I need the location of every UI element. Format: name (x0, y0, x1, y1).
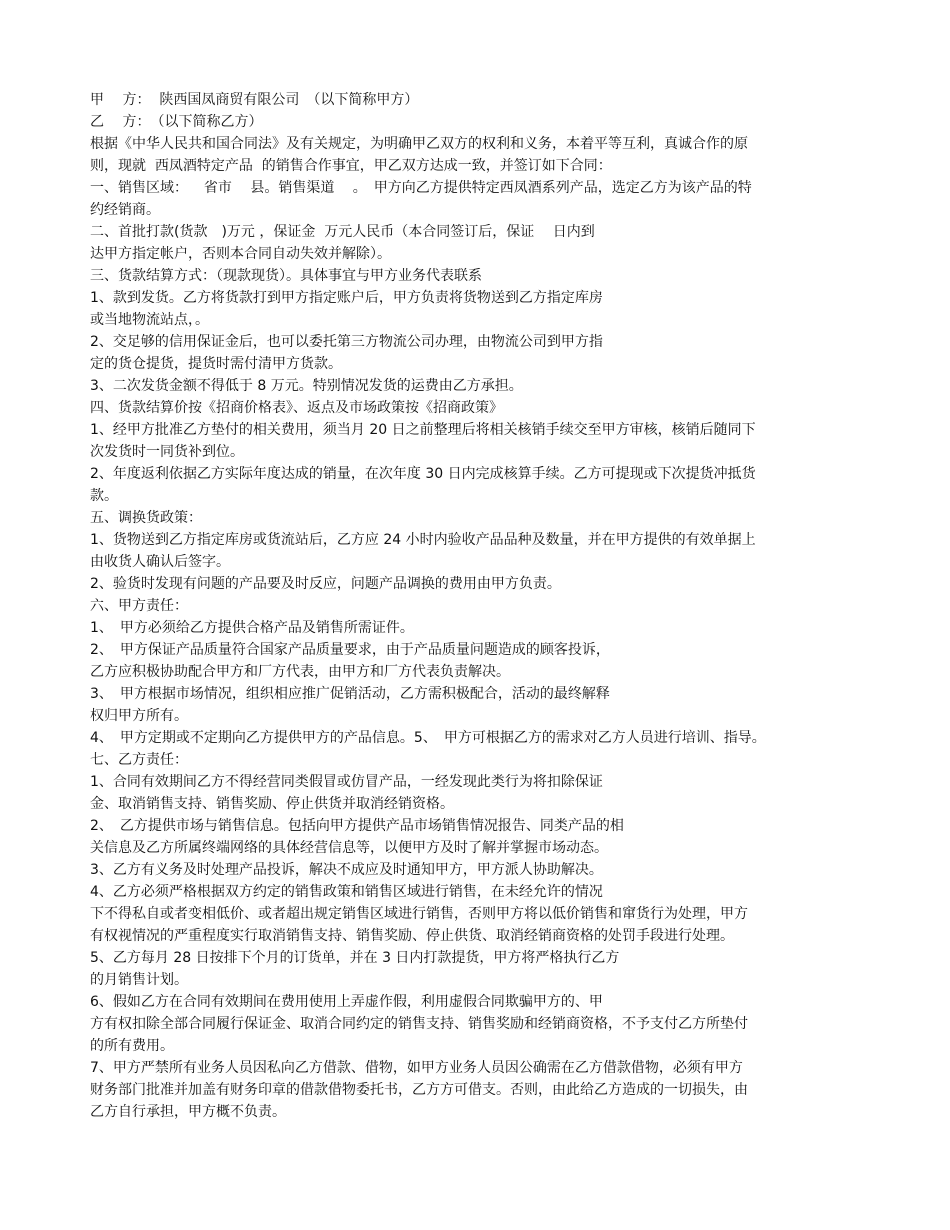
section-4-heading: 四、货款结算价按《招商价格表》、返点及市场政策按《招商政策》 (90, 400, 503, 416)
section-6-heading: 六、甲方责任： (90, 598, 188, 614)
clause-line: 次发货时一同货补到位。 (90, 444, 244, 460)
clause-line: 7、甲方严禁所有业务人员因私向乙方借款、借物，如甲方业务人员因公确需在乙方借款借物，必须有甲方 (90, 1060, 743, 1076)
clause-line: 权归甲方所有。 (90, 708, 188, 724)
clause-line: 定的货仓提货，提货时需付清甲方货款。 (90, 356, 342, 372)
clause-line: 关信息及乙方所属终端网络的具体经营信息等，以便甲方及时了解并掌握市场动态。 (90, 840, 608, 856)
clause-line: 2、验货时发现有问题的产品要及时反应，问题产品调换的费用由甲方负责。 (90, 576, 561, 592)
clause-line: 5、乙方每月 28 日按排下个月的订货单，并在 3 日内打款提货，甲方将严格执行乙方 (90, 950, 620, 966)
clause-line: 2、 甲方保证产品质量符合国家产品质量要求，由于产品质量问题造成的顾客投诉， (90, 642, 610, 658)
clause-line: 1、合同有效期间乙方不得经营同类假冒或仿冒产品，一经发现此类行为将扣除保证 (90, 774, 603, 790)
paragraph-line: 约经销商。 (90, 202, 160, 218)
paragraph-line: 达甲方指定帐户，否则本合同自动失效并解除）。 (90, 246, 391, 262)
clause-line: 款。 (90, 488, 118, 504)
clause-line: 4、 甲方定期或不定期向乙方提供甲方的产品信息。5、 甲方可根据乙方的需求对乙方人员进行培训、指导。 (90, 730, 766, 746)
section-1-heading: 一、销售区域： 省市 县。销售渠道 。 甲方向乙方提供特定西凤酒系列产品，选定乙方为该产品的特 (90, 180, 752, 196)
clause-line: 由收货人确认后签字。 (90, 554, 230, 570)
clause-line: 方有权扣除全部合同履行保证金、取消合同约定的销售支持、销售奖励和经销商资格，不予支付乙方所垫付 (90, 1016, 748, 1032)
clause-line: 金、取消销售支持、销售奖励、停止供货并取消经销资格。 (90, 796, 454, 812)
clause-line: 1、款到发货。乙方将货款打到甲方指定账户后，甲方负责将货物送到乙方指定库房 (90, 290, 603, 306)
clause-line: 6、假如乙方在合同有效期间在费用使用上弄虚作假，利用虚假合同欺骗甲方的、甲 (90, 994, 603, 1010)
party-a-line: 甲 方： 陕西国凤商贸有限公司 （以下简称甲方） (90, 92, 419, 108)
clause-line: 1、货物送到乙方指定库房或货流站后，乙方应 24 小时内验收产品品种及数量，并在甲方提供的有效单据上 (90, 532, 756, 548)
clause-line: 3、乙方有义务及时处理产品投诉，解决不成应及时通知甲方，甲方派人协助解决。 (90, 862, 603, 878)
clause-line: 1、 甲方必须给乙方提供合格产品及销售所需证件。 (90, 620, 414, 636)
section-2-heading: 二、首批打款(货款 )万元 ，保证金 万元人民币（本合同签订后，保证 日内到 (90, 224, 595, 240)
section-3-heading: 三、货款结算方式：（现款现货）。具体事宜与甲方业务代表联系 (90, 268, 482, 284)
section-7-heading: 七、乙方责任： (90, 752, 188, 768)
clause-line: 1、经甲方批准乙方垫付的相关费用，须当月 20 日之前整理后将相关核销手续交至甲方审核，核销后随同下 (90, 422, 756, 438)
clause-line: 3、 甲方根据市场情况，组织相应推广促销活动，乙方需积极配合，活动的最终解释 (90, 686, 610, 702)
clause-line: 的月销售计划。 (90, 972, 188, 988)
clause-line: 乙方应积极协助配合甲方和厂方代表，由甲方和厂方代表负责解决。 (90, 664, 510, 680)
clause-line: 的所有费用。 (90, 1038, 174, 1054)
preamble-line: 根据《中华人民共和国合同法》及有关规定，为明确甲乙双方的权利和义务，本着平等互利，真诚合作的原 (90, 136, 748, 152)
clause-line: 2、 乙方提供市场与销售信息。包括向甲方提供产品市场销售情况报告、同类产品的相 (90, 818, 624, 834)
clause-line: 2、交足够的信用保证金后，也可以委托第三方物流公司办理，由物流公司到甲方指 (90, 334, 603, 350)
clause-line: 财务部门批准并加盖有财务印章的借款借物委托书，乙方方可借支。否则，由此给乙方造成的一切损失，由 (90, 1082, 748, 1098)
contract-document (90, 89, 890, 1123)
preamble-line: 则，现就 西凤酒特定产品 的销售合作事宜，甲乙双方达成一致，并签订如下合同： (90, 158, 612, 174)
clause-line: 下不得私自或者变相低价、或者超出规定销售区域进行销售，否则甲方将以低价销售和窜货行为处理，甲方 (90, 906, 748, 922)
clause-line: 乙方自行承担，甲方概不负责。 (90, 1104, 286, 1120)
clause-line: 有权视情况的严重程度实行取消销售支持、销售奖励、停止供货、取消经销商资格的处罚手段进行处理。 (90, 928, 734, 944)
clause-line: 3、二次发货金额不得低于 8 万元。特别情况发货的运费由乙方承担。 (90, 378, 523, 394)
clause-line: 或当地物流站点，。 (90, 312, 209, 328)
clause-line: 4、乙方必须严格根据双方约定的销售政策和销售区域进行销售，在未经允许的情况 (90, 884, 603, 900)
party-b-line: 乙 方： （以下简称乙方） (90, 114, 263, 130)
section-5-heading: 五、调换货政策： (90, 510, 202, 526)
clause-line: 2、年度返利依据乙方实际年度达成的销量，在次年度 30 日内完成核算手续。乙方可提现或下次提货冲抵货 (90, 466, 756, 482)
